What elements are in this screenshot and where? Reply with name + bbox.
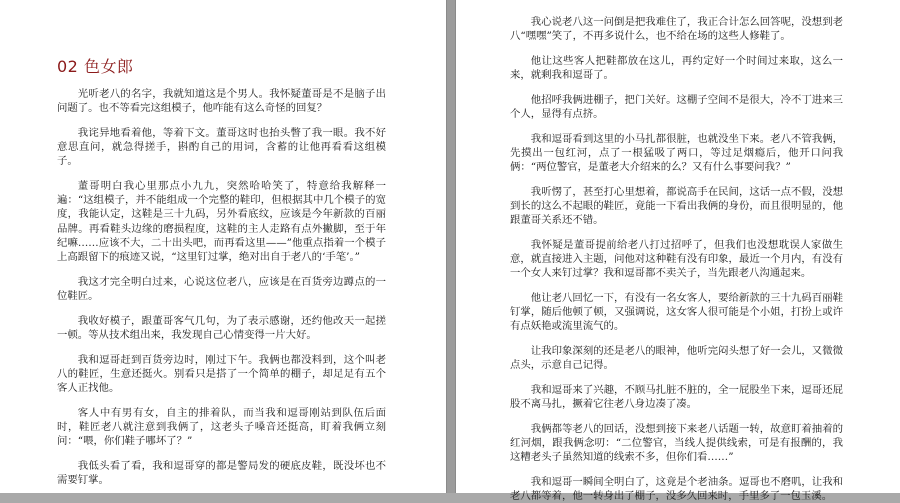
paragraph: 我低头看了看，我和逗哥穿的都是警局发的硬底皮鞋，既没坏也不需要钉掌。 — [57, 459, 386, 486]
paragraph: 光听老八的名字，我就知道这是个男人。我怀疑董哥是不是脑子出问题了。也不等看完这组模子，他咋能有这么奇怪的回复？ — [57, 88, 386, 115]
paragraph: 让我印象深刻的还是老八的眼神，他听完闷头想了好一会儿，又微微点头，示意自己记得。 — [510, 345, 843, 372]
chapter-title: 02 色女郎 — [57, 57, 134, 76]
paragraph: 他让老八回忆一下，有没有一名女客人，要给新款的三十九码百丽鞋钉掌，随后他顿了顿，又强调说，这女客人很可能是个小姐，打扮上或许有点妖艳或流里流气的。 — [510, 292, 843, 333]
paragraph: 我收好模子，跟董哥客气几句，为了表示感谢，还约他改天一起搓一顿。等从技术组出来，我发现自己心情变得一片大好。 — [57, 314, 386, 341]
paragraph: 董哥明白我心里那点小九九，突然哈哈笑了，特意给我解释一遍：“这组模子，并不能组成一个完整的鞋印，但根据其中几个模子的宽度，我能认定，这鞋是三十九码，另外看底纹，应该是今年新款的百丽品牌。再看鞋头边缘的磨损程度，这鞋的主人走路有点外撇脚，至于年纪嘛……应该不大，二十出头吧，而再看这里——”他重点指着一个模子上高跟留下的痕迹又说，“这里钉过掌，绝对出自于老八的‘手笔’。” — [57, 180, 386, 264]
paragraph: 我和逗哥看到这里的小马扎都很脏，也就没坐下来。老八不管我俩，先摸出一包红河，点了一根猛吸了两口，等过足烟瘾后，他开口问我俩：“两位警官，是董老大介绍来的么？又有什么事要问我？” — [510, 132, 843, 174]
paragraph: 我怀疑是董哥提前给老八打过招呼了，但我们也没想耽误人家做生意，就直接进入主题，问他对这种鞋有没有印象，最近一个月内，有没有一个女人来钉过掌？我和逗哥都不卖关子，当先跟老八沟通起来。 — [510, 238, 843, 280]
paragraph: 我俩都等老八的回话，没想到接下来老八话题一转，故意盯着抽着的红河烟，跟我俩念叨：“二位警官，当线人提供线索，可是有报酬的，我这糟老头子虽然知道的线索不多，但你们看……” — [510, 422, 843, 464]
paragraph: 我和逗哥一瞬间全明白了，这竟是个老油条。逗哥也不磨叽，让我和老八都等着，他一转身出了棚子，没多久回来时，手里多了一包玉溪。 — [510, 476, 843, 503]
paragraph: 客人中有男有女，自主的排着队，而当我和逗哥刚站到队伍后面时，鞋匠老八就注意到我俩了，这老头子嗓音还挺高，盯着我俩立刻问：“喂，你们鞋子哪坏了？” — [57, 406, 386, 448]
paragraph: 我和逗哥来了兴趣，不顾马扎脏不脏的，全一屁股坐下来，逗哥还屁股不离马扎，撅着它往老八身边凑了凑。 — [510, 384, 843, 411]
paragraph: 我听愣了，甚至打心里想着，都说高手在民间，这话一点不假，没想到长的这么不起眼的鞋匠，竟能一下看出我俩的身份，而且很明显的，他跟董哥关系还不错。 — [510, 185, 843, 227]
paragraph: 他让这些客人把鞋都放在这儿，再约定好一个时间过来取，这么一来，就剩我和逗哥了。 — [510, 54, 843, 82]
paragraph: 我心说老八这一问倒是把我难住了，我正合计怎么回答呢，没想到老八“嘿嘿”笑了，不再多说什么，也不给在场的这些人修鞋了。 — [510, 16, 843, 43]
paragraph: 我和逗哥赶到百货旁边时，刚过下午。我俩也都没料到，这个叫老八的鞋匠，生意还挺火。别看只是搭了一个简单的棚子，却足足有五个客人正找他。 — [57, 353, 386, 394]
right-page — [456, 0, 900, 503]
left-page — [0, 0, 446, 493]
paragraph: 他招呼我俩进棚子，把门关好。这棚子空间不是很大，冷不丁进来三个人，显得有点挤。 — [510, 93, 843, 121]
paragraph: 我诧异地看着他，等着下文。董哥这时也抬头瞥了我一眼。我不好意思直问，就急得搓手，斟酌自己的用词，含蓄的让他再看看这组模子。 — [57, 126, 386, 168]
paragraph: 我这才完全明白过来，心说这位老八，应该是在百货旁边蹲点的一位鞋匠。 — [57, 275, 386, 302]
page-divider — [446, 0, 456, 493]
